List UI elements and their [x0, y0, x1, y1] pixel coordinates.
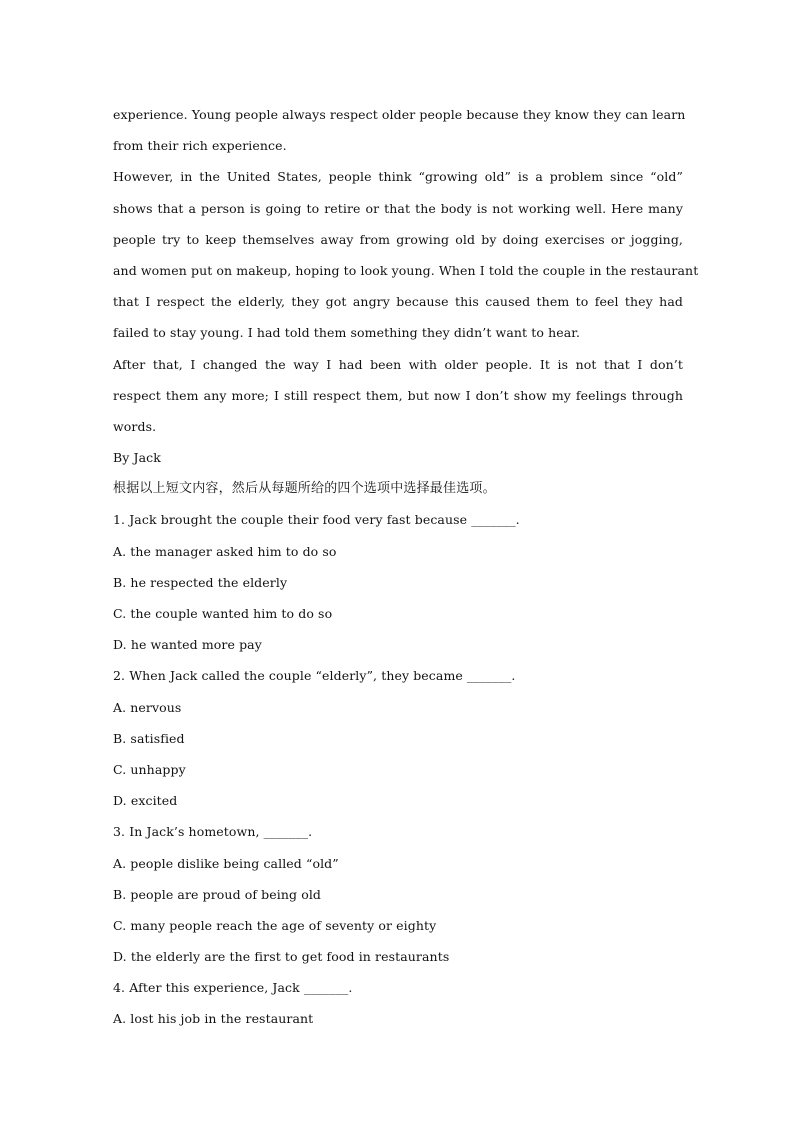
answer-option: C. unhappy: [113, 761, 186, 777]
question-block: [113, 972, 683, 1034]
question-stem: 4. After this experience, Jack _______.: [113, 980, 353, 996]
answer-option: B. he respected the elderly: [113, 574, 288, 590]
question-stem: 1. Jack brought the couple their food very fast because _______.: [113, 512, 520, 528]
question-block: [113, 504, 683, 660]
question-block: [113, 816, 683, 972]
passage-line: words.: [113, 418, 157, 434]
answer-option: C. the couple wanted him to do so: [113, 606, 333, 621]
passage-author: By Jack: [113, 450, 161, 466]
passage-line: respect them any more; I still respect them, but now I don’t show my feelings through: [113, 387, 683, 403]
answer-option: D. excited: [113, 793, 178, 809]
question-stem: 3. In Jack’s hometown, _______.: [113, 824, 313, 840]
passage-line: experience. Young people always respect older people because they know they can learn: [113, 107, 686, 122]
passage-line: However, in the United States, people think “growing old” is a problem since “old”: [113, 169, 683, 185]
document-content: [113, 99, 699, 1035]
passage-line: After that, I changed the way I had been with older people. It is not that I don’t: [113, 356, 683, 372]
answer-option: A. lost his job in the restaurant: [113, 1011, 314, 1027]
passage-line: from their rich experience.: [113, 138, 287, 154]
reading-passage: [113, 99, 699, 473]
answer-option: B. satisfied: [113, 730, 185, 746]
passage-line: shows that a person is going to retire or that the body is not working well. Here many: [113, 200, 683, 216]
passage-line: people try to keep themselves away from growing old by doing exercises or jogging,: [113, 231, 683, 247]
answer-option: A. nervous: [113, 699, 182, 715]
answer-option: A. people dislike being called “old”: [113, 855, 339, 871]
answer-option: C. many people reach the age of seventy or eighty: [113, 917, 437, 933]
passage-line: failed to stay young. I had told them something they didn’t want to hear.: [113, 325, 581, 341]
passage-line: that I respect the elderly, they got angry because this caused them to feel they had: [113, 294, 683, 310]
question-stem: 2. When Jack called the couple “elderly”, they became _______.: [113, 668, 516, 684]
answer-option: D. the elderly are the first to get food in restaurants: [113, 949, 450, 965]
instructions: 根据以上短文内容，然后从每题所给的四个选项中选择最佳选项。: [113, 481, 496, 497]
answer-option: B. people are proud of being old: [113, 886, 322, 902]
passage-line: and women put on makeup, hoping to look young. When I told the couple in the restaurant: [113, 262, 699, 278]
answer-option: D. he wanted more pay: [113, 637, 262, 653]
question-block: [113, 660, 683, 816]
answer-option: A. the manager asked him to do so: [113, 543, 337, 559]
